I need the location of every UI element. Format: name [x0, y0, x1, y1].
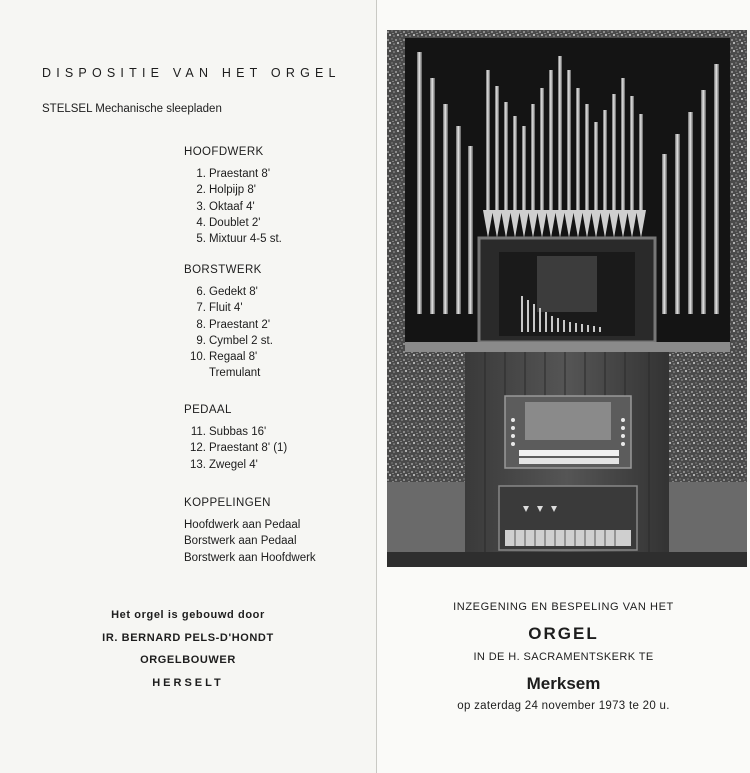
section-hoofdwerk — [184, 146, 282, 247]
stop-item: 2. Holpijp 8' — [196, 184, 256, 197]
section-heading: BORSTWERK — [184, 264, 262, 276]
stop-item: 8. Praestant 2' — [196, 318, 271, 331]
section-pedaal — [184, 404, 287, 473]
stop-item: 12. Praestant 8' (1) — [190, 442, 288, 455]
event-location: Merksem — [526, 674, 601, 693]
stop-item: 10. Regaal 8' — [190, 351, 258, 364]
stop-item: 7. Fluit 4' — [196, 302, 243, 315]
event-date: op zaterdag 24 november 1973 te 20 u. — [457, 700, 670, 712]
stop-item-tremulant: Tremulant — [209, 367, 261, 380]
section-heading: HOOFDWERK — [184, 146, 264, 158]
section-heading: KOPPELINGEN — [184, 497, 271, 509]
stop-item: 13. Zwegel 4' — [190, 458, 258, 471]
event-line-1: INZEGENING EN BESPELING VAN HET — [453, 601, 674, 613]
builder-credit — [0, 604, 376, 694]
coupler-item: Borstwerk aan Pedaal — [184, 535, 297, 548]
stop-item: 1. Praestant 8' — [196, 168, 271, 180]
builder-name: IR. BERNARD PELS-D'HONDT — [102, 631, 274, 644]
stop-item: 3. Oktaaf 4' — [196, 200, 255, 213]
disposition-title: DISPOSITIE VAN HET ORGEL — [42, 66, 341, 80]
coupler-item: Hoofdwerk aan Pedaal — [184, 519, 301, 531]
stop-item: 5. Mixtuur 4-5 st. — [196, 233, 282, 246]
builder-profession: ORGELBOUWER — [140, 654, 236, 666]
stop-item: 4. Doublet 2' — [196, 216, 261, 229]
system-line: STELSEL Mechanische sleepladen — [42, 103, 222, 115]
section-koppelingen — [184, 497, 316, 566]
builder-location: HERSELT — [152, 676, 224, 689]
event-title-orgel: ORGEL — [528, 624, 599, 643]
event-line-church: IN DE H. SACRAMENTSKERK TE — [473, 651, 654, 663]
stop-item: 6. Gedekt 8' — [196, 286, 258, 298]
section-borstwerk — [184, 264, 273, 382]
organ-photo — [387, 30, 747, 567]
section-heading: PEDAAL — [184, 404, 232, 416]
builder-intro: Het orgel is gebouwd door — [111, 609, 265, 621]
coupler-item: Borstwerk aan Hoofdwerk — [184, 551, 316, 564]
stop-item: 11. Subbas 16' — [190, 426, 267, 438]
stop-item: 9. Cymbel 2 st. — [196, 334, 273, 347]
